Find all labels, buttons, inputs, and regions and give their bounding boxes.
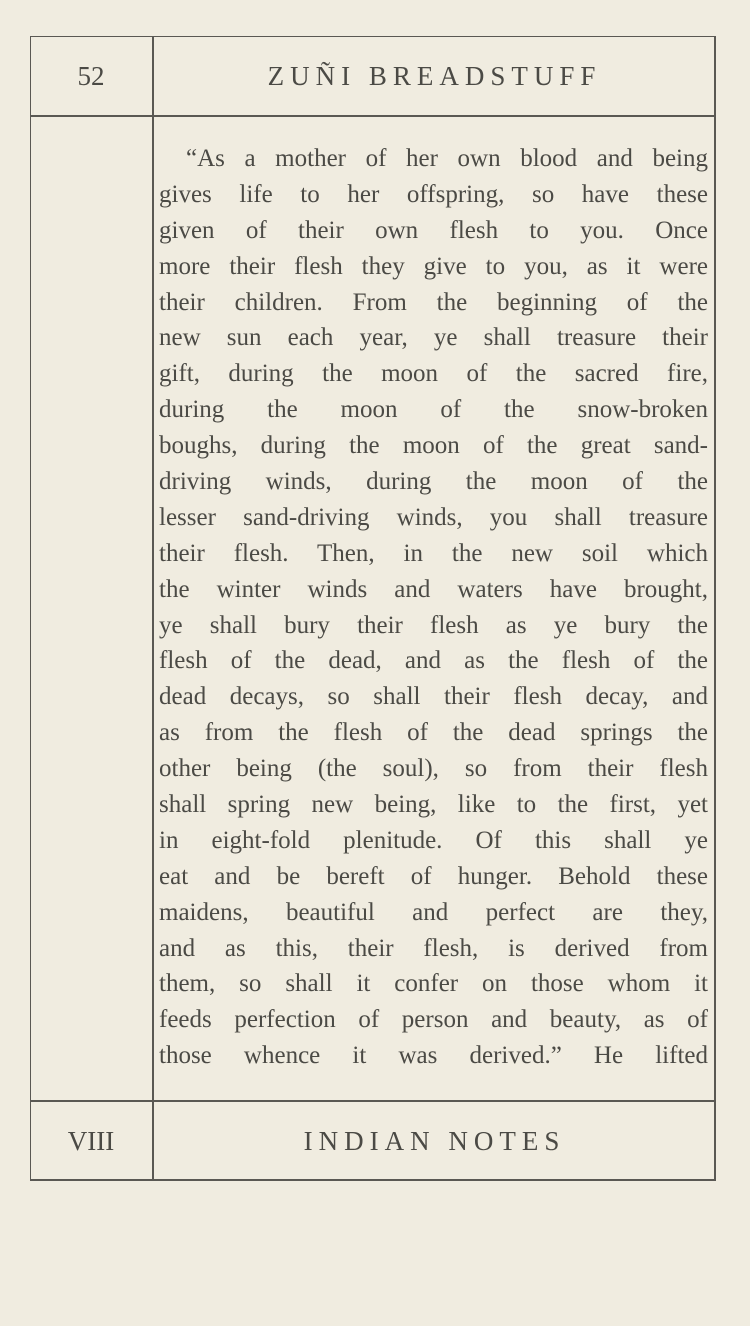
text-line: more their flesh they give to you, as it were bbox=[159, 252, 708, 280]
signature-mark: VIII bbox=[67, 1125, 115, 1156]
text-line: feeds perfection of person and beauty, as of bbox=[159, 1006, 708, 1034]
page-number: 52 bbox=[77, 60, 105, 91]
text-line: shall spring new being, like to the first, yet bbox=[159, 791, 708, 819]
text-line: other being (the soul), so from their flesh bbox=[159, 755, 708, 783]
text-line: driving winds, during the moon of the bbox=[159, 468, 708, 496]
text-line: boughs, during the moon of the great sand- bbox=[159, 432, 708, 460]
text-line: lesser sand-driving winds, you shall treasure bbox=[159, 503, 708, 531]
series-title: INDIAN NOTES bbox=[303, 1125, 566, 1156]
text-line: their children. From the beginning of the bbox=[159, 288, 708, 316]
text-line: those whence it was derived.” He lifted bbox=[159, 1042, 708, 1070]
text-line: flesh of the dead, and as the flesh of the bbox=[159, 647, 708, 675]
column-divider bbox=[152, 36, 154, 1181]
text-line: ye shall bury their flesh as ye bury the bbox=[159, 611, 708, 639]
text-line: new sun each year, ye shall treasure their bbox=[159, 324, 708, 352]
running-title: ZUÑI BREADSTUFF bbox=[267, 60, 602, 91]
text-line: maidens, beautiful and perfect are they, bbox=[159, 898, 708, 926]
text-line: dead decays, so shall their flesh decay, and bbox=[159, 683, 708, 711]
text-line: as from the flesh of the dead springs the bbox=[159, 719, 708, 747]
text-line: during the moon of the snow-broken bbox=[159, 396, 708, 424]
text-line: their flesh. Then, in the new soil which bbox=[159, 539, 708, 567]
text-line: the winter winds and waters have brought, bbox=[159, 575, 708, 603]
text-line: “As a mother of her own blood and being bbox=[186, 145, 708, 172]
text-line: gift, during the moon of the sacred fire, bbox=[159, 360, 708, 388]
text-line: and as this, their flesh, is derived from bbox=[159, 934, 708, 962]
text-line: them, so shall it confer on those whom it bbox=[159, 970, 708, 998]
text-line: gives life to her offspring, so have these bbox=[159, 180, 708, 208]
text-line: eat and be bereft of hunger. Behold these bbox=[159, 862, 708, 890]
text-line: in eight-fold plenitude. Of this shall ye bbox=[159, 826, 708, 854]
text-line: given of their own flesh to you. Once bbox=[159, 216, 708, 244]
body-text bbox=[159, 141, 708, 1074]
